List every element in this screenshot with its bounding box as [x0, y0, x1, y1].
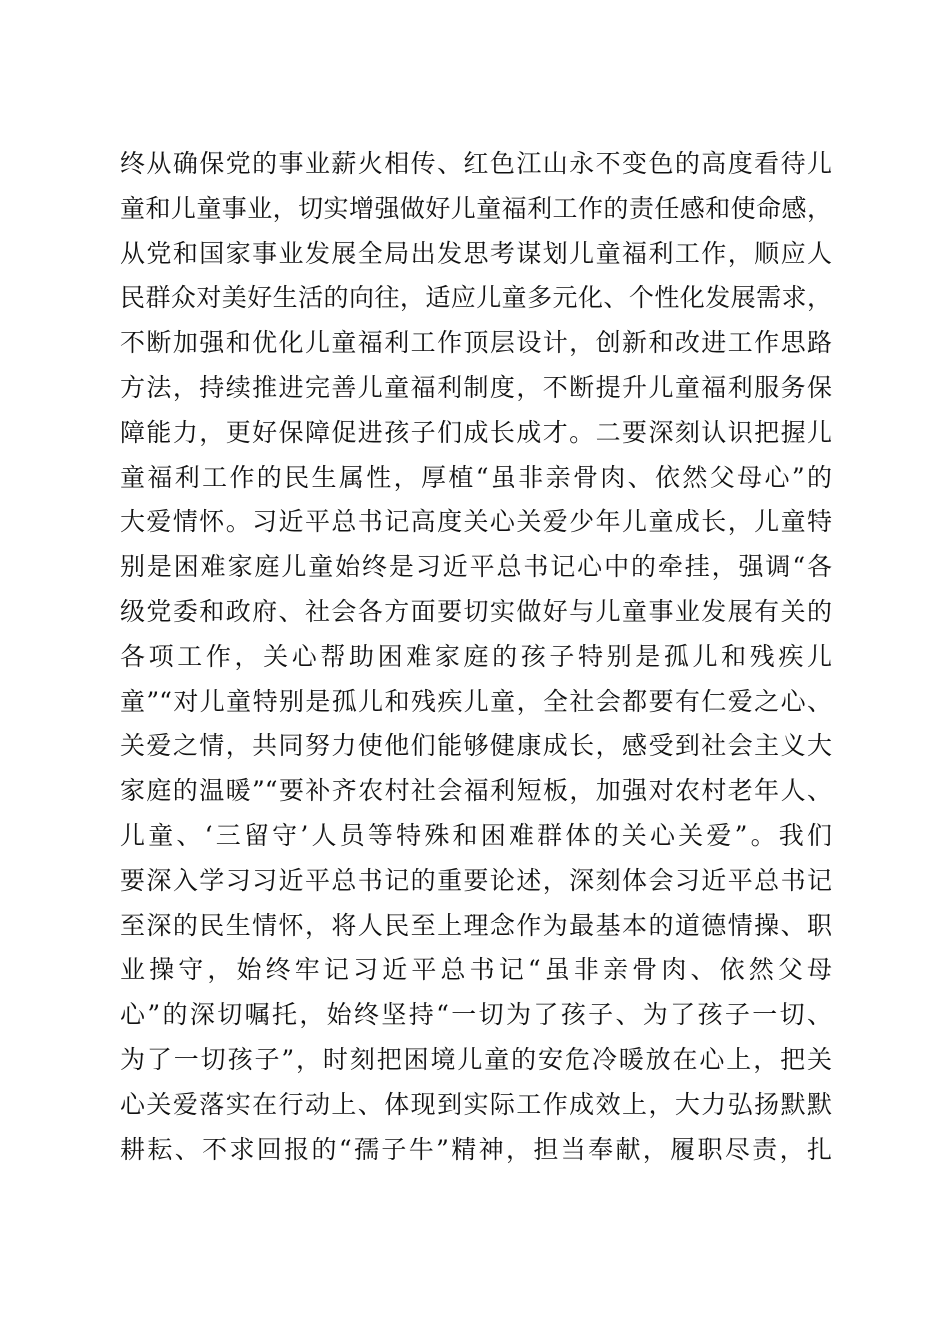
text-line: 家庭的温暖”“要补齐农村社会福利短板，加强对农村老年人、	[120, 776, 832, 806]
text-line: 心关爱落实在行动上、体现到实际工作成效上，大力弘扬默默	[120, 1089, 832, 1119]
text-line: 别是困难家庭儿童始终是习近平总书记心中的牵挂，强调“各	[120, 552, 832, 582]
text-line: 障能力，更好保障促进孩子们成长成才。二要深刻认识把握儿	[120, 417, 832, 447]
text-line: 级党委和政府、社会各方面要切实做好与儿童事业发展有关的	[120, 596, 832, 626]
text-line: 大爱情怀。习近平总书记高度关心关爱少年儿童成长，儿童特	[120, 507, 832, 537]
body-paragraph	[120, 142, 832, 1172]
text-line: 至深的民生情怀，将人民至上理念作为最基本的道德情操、职	[120, 910, 832, 940]
text-line: 各项工作，关心帮助困难家庭的孩子特别是孤儿和残疾儿	[120, 641, 832, 671]
text-line: 为了一切孩子”，时刻把困境儿童的安危冷暖放在心上，把关	[120, 1044, 832, 1074]
text-line: 方法，持续推进完善儿童福利制度，不断提升儿童福利服务保	[120, 372, 832, 402]
text-line: 童和儿童事业，切实增强做好儿童福利工作的责任感和使命感，	[120, 193, 832, 223]
text-line: 童福利工作的民生属性，厚植“虽非亲骨肉、依然父母心”的	[120, 462, 832, 492]
text-line: 从党和国家事业发展全局出发思考谋划儿童福利工作，顺应人	[120, 238, 832, 268]
text-line: 不断加强和优化儿童福利工作顶层设计，创新和改进工作思路	[120, 328, 832, 358]
text-line: 耕耘、不求回报的“孺子牛”精神，担当奉献，履职尽责，扎	[120, 1134, 832, 1164]
text-line: 童”“对儿童特别是孤儿和残疾儿童，全社会都要有仁爱之心、	[120, 686, 832, 716]
text-line: 儿童、‘三留守’人员等特殊和困难群体的关心关爱”。我们	[120, 820, 832, 850]
text-line: 关爱之情，共同努力使他们能够健康成长，感受到社会主义大	[120, 731, 832, 761]
text-line: 业操守，始终牢记习近平总书记“虽非亲骨肉、依然父母	[120, 955, 832, 985]
text-line: 终从确保党的事业薪火相传、红色江山永不变色的高度看待儿	[120, 149, 832, 178]
text-line: 民群众对美好生活的向往，适应儿童多元化、个性化发展需求，	[120, 283, 832, 313]
text-line: 要深入学习习近平总书记的重要论述，深刻体会习近平总书记	[120, 865, 832, 895]
text-line: 心”的深切嘱托，始终坚持“一切为了孩子、为了孩子一切、	[120, 1000, 832, 1030]
